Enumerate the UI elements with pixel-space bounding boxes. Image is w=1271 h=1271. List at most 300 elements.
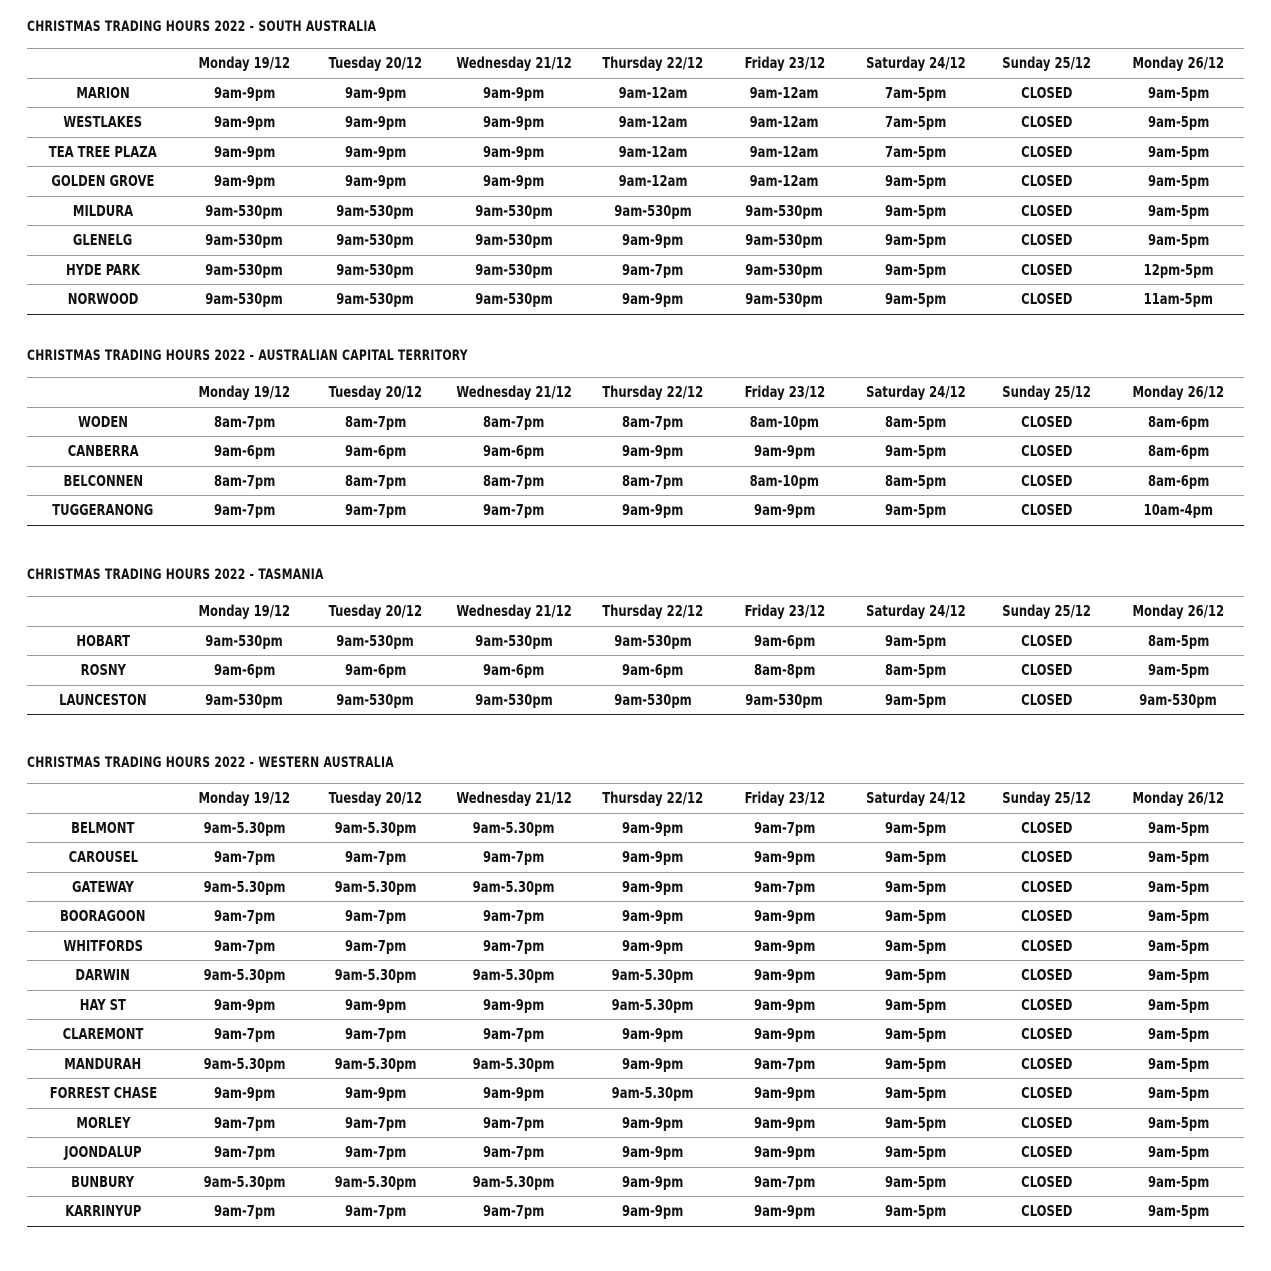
hours-cell: 9am-12am (719, 167, 850, 197)
store-name-cell: DARWIN (27, 961, 179, 991)
header-row (27, 784, 1244, 814)
section-title: CHRISTMAS TRADING HOURS 2022 - AUSTRALIAN CAPITAL TERRITORY (27, 348, 468, 364)
hours-cell: 9am-9pm (179, 167, 310, 197)
hours-cell: 9am-5pm (1113, 872, 1244, 902)
hours-cell: 9am-7pm (310, 496, 441, 526)
hours-cell: 9am-9pm (719, 1108, 850, 1138)
store-name-cell: WODEN (27, 407, 179, 437)
hours-cell: 9am-9pm (587, 1020, 719, 1050)
hours-cell: 9am-5.30pm (441, 872, 587, 902)
hours-cell: 8am-10pm (719, 466, 850, 496)
hours-cell: 9am-7pm (310, 1108, 441, 1138)
table-row (27, 137, 1244, 167)
hours-cell: 9am-9pm (587, 285, 719, 315)
store-name-cell: JOONDALUP (27, 1138, 179, 1168)
hours-cell: CLOSED (981, 407, 1113, 437)
store-name-cell: MORLEY (27, 1108, 179, 1138)
hours-cell: 9am-9pm (587, 1197, 719, 1227)
hours-cell: CLOSED (981, 931, 1113, 961)
hours-cell: 9am-530pm (587, 626, 719, 656)
hours-cell: 9am-9pm (587, 813, 719, 843)
hours-cell: 9am-9pm (719, 437, 850, 467)
store-name-cell: TUGGERANONG (27, 496, 179, 526)
hours-table (27, 48, 1244, 315)
hours-cell: 9am-9pm (587, 1138, 719, 1168)
hours-cell: 9am-7pm (587, 255, 719, 285)
header-row (27, 597, 1244, 627)
hours-cell: 9am-9pm (441, 78, 587, 108)
column-header: Saturday 24/12 (850, 49, 981, 79)
section-title: CHRISTMAS TRADING HOURS 2022 - WESTERN AUSTRALIA (27, 755, 394, 771)
hours-cell: 9am-5pm (850, 990, 981, 1020)
column-header: Sunday 25/12 (981, 378, 1113, 408)
hours-cell: 9am-9pm (719, 931, 850, 961)
table-row (27, 1167, 1244, 1197)
hours-cell: 9am-530pm (719, 196, 850, 226)
hours-cell: 9am-530pm (310, 285, 441, 315)
hours-cell: 9am-5.30pm (179, 1049, 310, 1079)
hours-cell: 9am-530pm (310, 255, 441, 285)
column-header: Sunday 25/12 (981, 597, 1113, 627)
table-row (27, 285, 1244, 315)
column-header: Monday 26/12 (1113, 784, 1244, 814)
column-header: Saturday 24/12 (850, 378, 981, 408)
hours-cell: 9am-530pm (179, 196, 310, 226)
column-header (27, 49, 179, 79)
hours-cell: 9am-5pm (1113, 1020, 1244, 1050)
hours-cell: CLOSED (981, 78, 1113, 108)
hours-cell: 9am-7pm (179, 496, 310, 526)
hours-cell: 9am-5.30pm (587, 1079, 719, 1109)
hours-cell: 9am-5.30pm (179, 961, 310, 991)
hours-cell: 9am-5pm (1113, 1079, 1244, 1109)
hours-cell: 9am-12am (719, 108, 850, 138)
hours-cell: 9am-5.30pm (441, 1049, 587, 1079)
hours-table (27, 783, 1244, 1227)
hours-cell: 9am-5.30pm (441, 1167, 587, 1197)
hours-cell: 8am-5pm (850, 466, 981, 496)
table-body (27, 78, 1244, 314)
hours-cell: 9am-12am (719, 137, 850, 167)
hours-cell: 9am-7pm (719, 813, 850, 843)
hours-cell: CLOSED (981, 167, 1113, 197)
table-row (27, 1049, 1244, 1079)
hours-cell: 9am-5pm (1113, 226, 1244, 256)
hours-cell: 9am-9pm (441, 1079, 587, 1109)
hours-cell: 8am-10pm (719, 407, 850, 437)
hours-cell: 9am-5pm (1113, 656, 1244, 686)
table-row (27, 196, 1244, 226)
table-row (27, 496, 1244, 526)
hours-cell: 9am-530pm (719, 685, 850, 715)
hours-cell: 9am-12am (587, 78, 719, 108)
table-row (27, 931, 1244, 961)
store-name-cell: TEA TREE PLAZA (27, 137, 179, 167)
column-header: Thursday 22/12 (587, 784, 719, 814)
table-row (27, 1138, 1244, 1168)
hours-cell: 9am-5pm (1113, 1197, 1244, 1227)
hours-cell: 9am-7pm (441, 1138, 587, 1168)
hours-cell: 9am-530pm (719, 285, 850, 315)
column-header: Tuesday 20/12 (310, 378, 441, 408)
hours-cell: 9am-12am (587, 137, 719, 167)
header-row (27, 378, 1244, 408)
hours-cell: 9am-5pm (850, 496, 981, 526)
store-name-cell: HOBART (27, 626, 179, 656)
hours-cell: 9am-530pm (179, 685, 310, 715)
hours-cell: 9am-7pm (719, 1049, 850, 1079)
hours-cell: 9am-7pm (441, 931, 587, 961)
column-header: Monday 26/12 (1113, 597, 1244, 627)
hours-cell: 9am-530pm (179, 626, 310, 656)
store-name-cell: GATEWAY (27, 872, 179, 902)
column-header (27, 784, 179, 814)
hours-cell: 9am-530pm (587, 685, 719, 715)
table-row (27, 407, 1244, 437)
hours-cell: 9am-7pm (441, 496, 587, 526)
hours-cell: 9am-7pm (719, 1167, 850, 1197)
hours-cell: 9am-7pm (441, 843, 587, 873)
column-header: Monday 19/12 (179, 597, 310, 627)
hours-cell: 9am-9pm (310, 137, 441, 167)
column-header: Sunday 25/12 (981, 49, 1113, 79)
table-row (27, 626, 1244, 656)
hours-cell: 9am-6pm (587, 656, 719, 686)
hours-cell: 9am-5pm (850, 196, 981, 226)
hours-cell: 9am-5pm (850, 902, 981, 932)
hours-cell: 9am-9pm (310, 78, 441, 108)
hours-cell: 9am-5.30pm (179, 1167, 310, 1197)
hours-cell: 9am-5pm (1113, 990, 1244, 1020)
table-row (27, 1197, 1244, 1227)
hours-cell: 9am-5pm (850, 813, 981, 843)
column-header: Friday 23/12 (719, 378, 850, 408)
hours-cell: 8am-7pm (310, 466, 441, 496)
table-row (27, 961, 1244, 991)
hours-cell: 9am-9pm (587, 1167, 719, 1197)
hours-cell: 9am-5pm (850, 226, 981, 256)
hours-cell: 9am-6pm (441, 437, 587, 467)
column-header: Saturday 24/12 (850, 597, 981, 627)
hours-cell: CLOSED (981, 685, 1113, 715)
hours-cell: 9am-5.30pm (441, 813, 587, 843)
column-header: Friday 23/12 (719, 597, 850, 627)
hours-cell: 9am-9pm (719, 1138, 850, 1168)
hours-cell: CLOSED (981, 285, 1113, 315)
column-header: Tuesday 20/12 (310, 49, 441, 79)
store-name-cell: BOORAGOON (27, 902, 179, 932)
header-row (27, 49, 1244, 79)
hours-cell: 9am-5pm (1113, 843, 1244, 873)
hours-cell: 11am-5pm (1113, 285, 1244, 315)
hours-cell: 9am-9pm (719, 902, 850, 932)
hours-cell: 9am-5.30pm (179, 813, 310, 843)
hours-cell: 8am-6pm (1113, 437, 1244, 467)
hours-cell: 9am-12am (587, 167, 719, 197)
store-name-cell: LAUNCESTON (27, 685, 179, 715)
store-name-cell: NORWOOD (27, 285, 179, 315)
store-name-cell: BELCONNEN (27, 466, 179, 496)
store-name-cell: BUNBURY (27, 1167, 179, 1197)
hours-cell: 9am-9pm (719, 1079, 850, 1109)
hours-cell: 9am-530pm (441, 226, 587, 256)
hours-cell: 9am-9pm (310, 990, 441, 1020)
column-header: Monday 26/12 (1113, 378, 1244, 408)
hours-cell: 9am-7pm (441, 1197, 587, 1227)
hours-cell: 9am-9pm (179, 1079, 310, 1109)
hours-cell: 9am-9pm (179, 990, 310, 1020)
column-header: Thursday 22/12 (587, 597, 719, 627)
hours-cell: 9am-7pm (179, 1197, 310, 1227)
store-name-cell: MARION (27, 78, 179, 108)
hours-cell: CLOSED (981, 656, 1113, 686)
hours-cell: 9am-5.30pm (310, 1049, 441, 1079)
hours-cell: 9am-5pm (850, 872, 981, 902)
table-row (27, 990, 1244, 1020)
column-header: Wednesday 21/12 (441, 784, 587, 814)
hours-cell: 9am-5pm (850, 626, 981, 656)
hours-cell: 9am-9pm (719, 1020, 850, 1050)
hours-cell: 9am-9pm (441, 137, 587, 167)
section-title: CHRISTMAS TRADING HOURS 2022 - TASMANIA (27, 567, 324, 583)
hours-cell: CLOSED (981, 137, 1113, 167)
hours-cell: 9am-530pm (310, 685, 441, 715)
hours-cell: 9am-7pm (310, 1197, 441, 1227)
hours-cell: 9am-530pm (179, 285, 310, 315)
hours-cell: 9am-530pm (441, 255, 587, 285)
hours-cell: 9am-9pm (441, 108, 587, 138)
hours-cell: CLOSED (981, 843, 1113, 873)
table-row (27, 685, 1244, 715)
column-header: Thursday 22/12 (587, 49, 719, 79)
hours-cell: 8am-6pm (1113, 407, 1244, 437)
hours-cell: 8am-5pm (850, 656, 981, 686)
hours-cell: 9am-7pm (179, 1108, 310, 1138)
hours-cell: 9am-530pm (310, 196, 441, 226)
hours-cell: CLOSED (981, 1167, 1113, 1197)
hours-cell: 9am-5pm (1113, 167, 1244, 197)
hours-cell: 8am-5pm (1113, 626, 1244, 656)
store-name-cell: GLENELG (27, 226, 179, 256)
table-row (27, 1079, 1244, 1109)
hours-cell: 9am-5.30pm (441, 961, 587, 991)
hours-cell: 9am-9pm (587, 496, 719, 526)
hours-cell: 9am-5.30pm (587, 961, 719, 991)
hours-cell: 9am-9pm (587, 1049, 719, 1079)
column-header: Friday 23/12 (719, 784, 850, 814)
hours-cell: 9am-530pm (441, 626, 587, 656)
hours-cell: 9am-7pm (179, 1138, 310, 1168)
hours-cell: 9am-5pm (850, 1108, 981, 1138)
hours-cell: 9am-530pm (310, 626, 441, 656)
hours-cell: 8am-7pm (441, 466, 587, 496)
hours-cell: 9am-5pm (1113, 931, 1244, 961)
table-row (27, 1108, 1244, 1138)
hours-cell: 10am-4pm (1113, 496, 1244, 526)
hours-cell: 9am-9pm (441, 990, 587, 1020)
hours-cell: 8am-6pm (1113, 466, 1244, 496)
table-row (27, 226, 1244, 256)
hours-cell: CLOSED (981, 255, 1113, 285)
hours-cell: 9am-5pm (850, 843, 981, 873)
hours-cell: 9am-5pm (1113, 961, 1244, 991)
hours-cell: 9am-9pm (179, 78, 310, 108)
hours-cell: 9am-5pm (1113, 1049, 1244, 1079)
hours-cell: 9am-5pm (850, 685, 981, 715)
hours-cell: 9am-9pm (719, 843, 850, 873)
hours-cell: 8am-7pm (179, 407, 310, 437)
store-name-cell: MILDURA (27, 196, 179, 226)
hours-cell: 9am-5.30pm (310, 813, 441, 843)
column-header: Sunday 25/12 (981, 784, 1113, 814)
hours-cell: 9am-5pm (850, 167, 981, 197)
hours-cell: 9am-6pm (179, 437, 310, 467)
hours-cell: 9am-9pm (587, 931, 719, 961)
column-header: Wednesday 21/12 (441, 378, 587, 408)
hours-cell: CLOSED (981, 902, 1113, 932)
hours-cell: 9am-12am (587, 108, 719, 138)
hours-cell: CLOSED (981, 1108, 1113, 1138)
hours-cell: 9am-9pm (719, 961, 850, 991)
store-name-cell: CLAREMONT (27, 1020, 179, 1050)
hours-cell: CLOSED (981, 196, 1113, 226)
hours-cell: 9am-7pm (441, 902, 587, 932)
hours-cell: 8am-7pm (587, 466, 719, 496)
column-header: Saturday 24/12 (850, 784, 981, 814)
hours-cell: 9am-5.30pm (310, 961, 441, 991)
hours-cell: 9am-7pm (310, 1138, 441, 1168)
hours-cell: 9am-5pm (1113, 137, 1244, 167)
table-row (27, 902, 1244, 932)
hours-cell: 7am-5pm (850, 108, 981, 138)
hours-cell: 9am-5pm (850, 285, 981, 315)
hours-cell: 9am-6pm (719, 626, 850, 656)
hours-cell: 9am-6pm (310, 437, 441, 467)
hours-cell: 9am-5pm (850, 1167, 981, 1197)
hours-cell: 8am-5pm (850, 407, 981, 437)
hours-cell: CLOSED (981, 813, 1113, 843)
hours-cell: 9am-9pm (179, 108, 310, 138)
hours-cell: 9am-5.30pm (310, 1167, 441, 1197)
hours-cell: CLOSED (981, 1197, 1113, 1227)
column-header: Friday 23/12 (719, 49, 850, 79)
hours-cell: 9am-9pm (587, 226, 719, 256)
hours-cell: 9am-6pm (310, 656, 441, 686)
store-name-cell: HAY ST (27, 990, 179, 1020)
store-name-cell: BELMONT (27, 813, 179, 843)
hours-cell: CLOSED (981, 990, 1113, 1020)
hours-cell: 9am-530pm (719, 255, 850, 285)
hours-cell: 9am-6pm (441, 656, 587, 686)
hours-cell: 9am-530pm (441, 196, 587, 226)
hours-cell: CLOSED (981, 437, 1113, 467)
store-name-cell: FORREST CHASE (27, 1079, 179, 1109)
hours-cell: 9am-9pm (587, 872, 719, 902)
hours-cell: CLOSED (981, 226, 1113, 256)
hours-cell: CLOSED (981, 1049, 1113, 1079)
hours-cell: 7am-5pm (850, 137, 981, 167)
hours-cell: CLOSED (981, 1079, 1113, 1109)
hours-cell: 9am-9pm (310, 167, 441, 197)
hours-cell: 9am-5pm (1113, 1167, 1244, 1197)
table-row (27, 466, 1244, 496)
hours-cell: 9am-7pm (441, 1020, 587, 1050)
hours-cell: 9am-9pm (310, 108, 441, 138)
hours-cell: 9am-530pm (441, 685, 587, 715)
hours-cell: 9am-9pm (310, 1079, 441, 1109)
hours-cell: 9am-7pm (310, 931, 441, 961)
hours-cell: 9am-9pm (587, 437, 719, 467)
hours-cell: 9am-5pm (1113, 196, 1244, 226)
hours-cell: 9am-5pm (1113, 813, 1244, 843)
hours-cell: CLOSED (981, 872, 1113, 902)
table-row (27, 813, 1244, 843)
hours-cell: 9am-5.30pm (310, 872, 441, 902)
hours-cell: CLOSED (981, 626, 1113, 656)
store-name-cell: WESTLAKES (27, 108, 179, 138)
hours-cell: 9am-5pm (850, 961, 981, 991)
hours-cell: 9am-5pm (1113, 78, 1244, 108)
hours-cell: 9am-7pm (179, 843, 310, 873)
hours-cell: 9am-7pm (441, 1108, 587, 1138)
hours-cell: CLOSED (981, 466, 1113, 496)
store-name-cell: ROSNY (27, 656, 179, 686)
table-body (27, 626, 1244, 715)
column-header: Wednesday 21/12 (441, 597, 587, 627)
hours-cell: 9am-9pm (179, 137, 310, 167)
store-name-cell: MANDURAH (27, 1049, 179, 1079)
hours-cell: 9am-6pm (179, 656, 310, 686)
hours-cell: 9am-7pm (179, 1020, 310, 1050)
hours-cell: 9am-5pm (850, 931, 981, 961)
table-row (27, 78, 1244, 108)
hours-cell: 9am-9pm (587, 1108, 719, 1138)
hours-cell: 9am-5pm (850, 437, 981, 467)
hours-cell: 9am-5.30pm (587, 990, 719, 1020)
hours-cell: CLOSED (981, 1138, 1113, 1168)
hours-cell: 9am-7pm (310, 1020, 441, 1050)
hours-cell: 9am-530pm (719, 226, 850, 256)
hours-cell: 8am-7pm (441, 407, 587, 437)
store-name-cell: HYDE PARK (27, 255, 179, 285)
hours-cell: 9am-5pm (1113, 1108, 1244, 1138)
hours-cell: 9am-5pm (850, 1020, 981, 1050)
hours-cell: 9am-530pm (441, 285, 587, 315)
column-header: Thursday 22/12 (587, 378, 719, 408)
hours-cell: 8am-8pm (719, 656, 850, 686)
hours-cell: 9am-530pm (179, 226, 310, 256)
hours-cell: 9am-5pm (1113, 1138, 1244, 1168)
table-row (27, 872, 1244, 902)
hours-table (27, 377, 1244, 526)
table-row (27, 167, 1244, 197)
hours-cell: 7am-5pm (850, 78, 981, 108)
table-body (27, 813, 1244, 1226)
hours-cell: 9am-5.30pm (179, 872, 310, 902)
store-name-cell: KARRINYUP (27, 1197, 179, 1227)
hours-cell: 9am-12am (719, 78, 850, 108)
table-row (27, 843, 1244, 873)
hours-cell: 9am-7pm (179, 931, 310, 961)
hours-cell: CLOSED (981, 1020, 1113, 1050)
hours-cell: 9am-9pm (441, 167, 587, 197)
store-name-cell: GOLDEN GROVE (27, 167, 179, 197)
store-name-cell: CAROUSEL (27, 843, 179, 873)
table-body (27, 407, 1244, 525)
hours-cell: 9am-5pm (850, 255, 981, 285)
section-title: CHRISTMAS TRADING HOURS 2022 - SOUTH AUSTRALIA (27, 19, 377, 35)
hours-cell: 9am-530pm (1113, 685, 1244, 715)
